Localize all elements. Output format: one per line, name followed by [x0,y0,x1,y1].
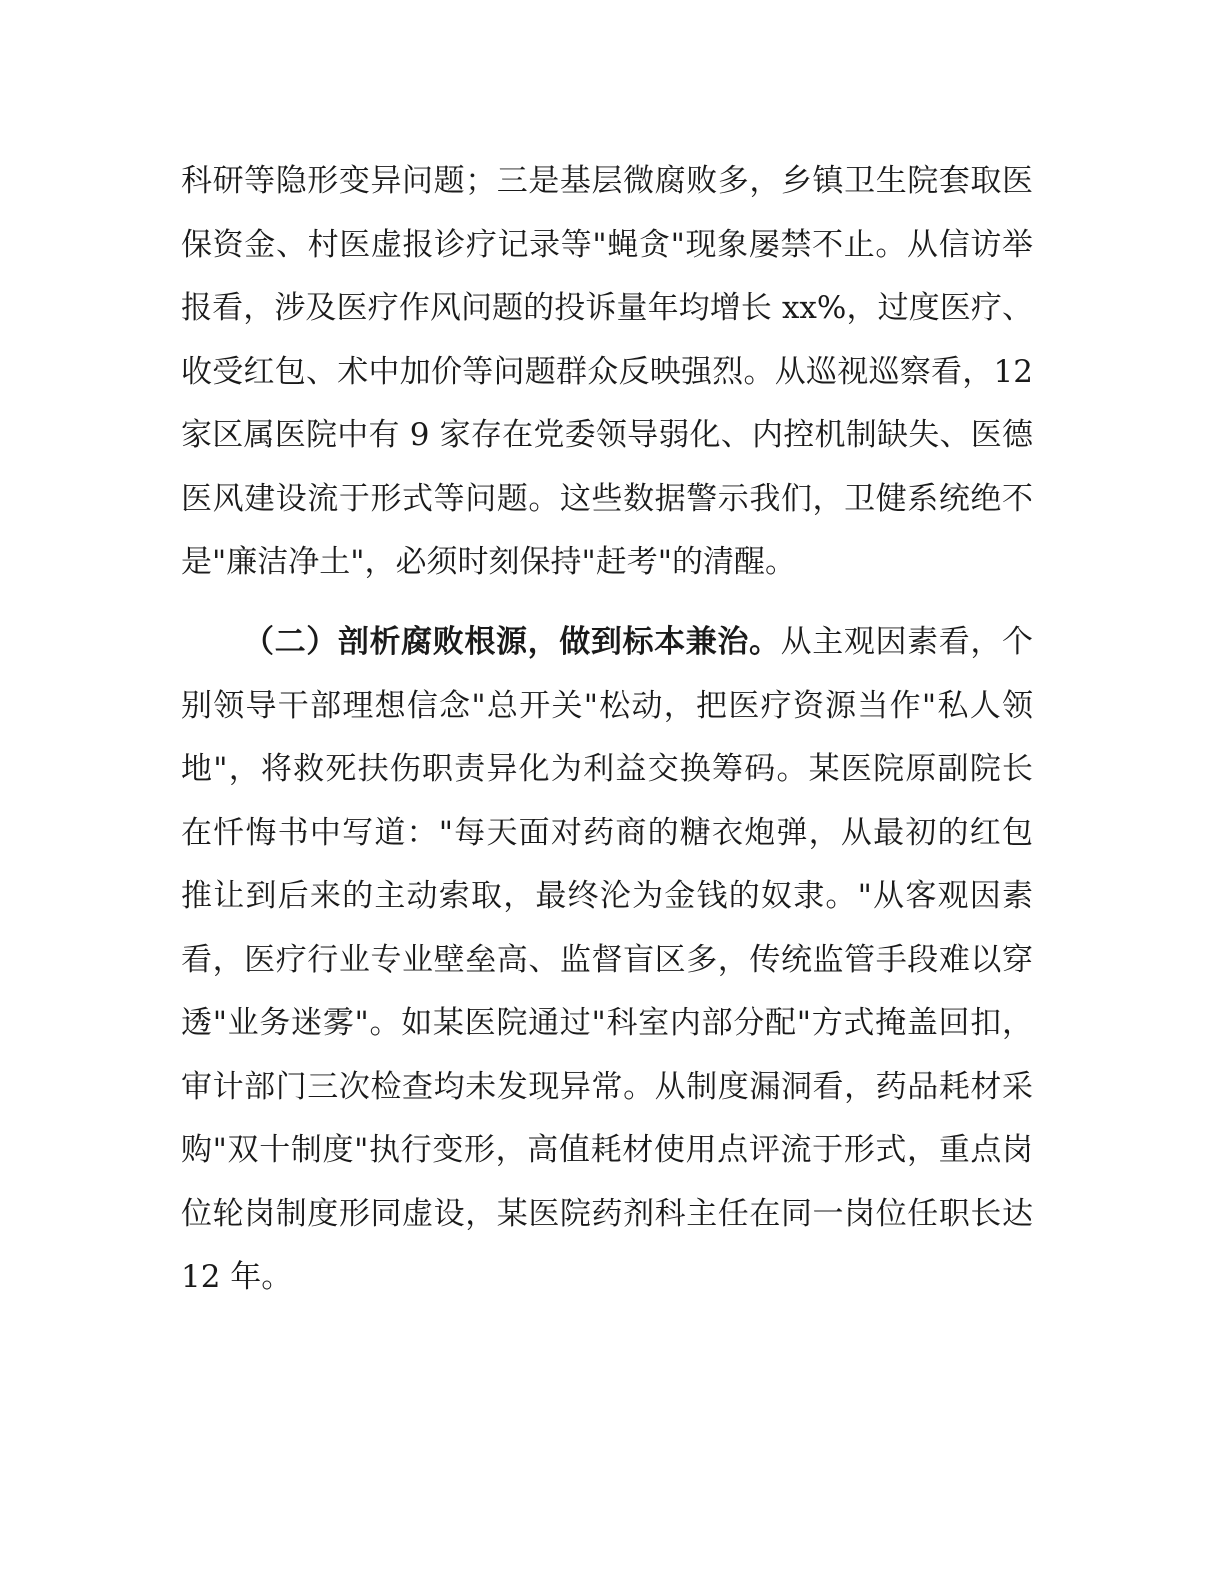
paragraph-line: 是"廉洁净土"，必须时刻保持"赶考"的清醒。 [181,544,797,580]
paragraph-line: 家区属医院中有 9 家存在党委领导弱化、内控机制缺失、医德 [181,417,1033,453]
paragraph-line: 购"双十制度"执行变形，高值耗材使用点评流于形式，重点岗 [181,1132,1033,1168]
paragraph-line: 12 年。 [181,1259,293,1295]
paragraph-line: 看，医疗行业专业壁垒高、监督盲区多，传统监管手段难以穿 [181,941,1033,978]
paragraph-line: 保资金、村医虚报诊疗记录等"蝇贪"现象屡禁不止。从信访举 [181,226,1033,263]
paragraph-2 [181,611,1033,1310]
paragraph-line: 医风建设流于形式等问题。这些数据警示我们，卫健系统绝不 [181,480,1033,517]
paragraph-line: 报看，涉及医疗作风问题的投诉量年均增长 xx%，过度医疗、 [181,290,1033,326]
paragraph-line: 地"，将救死扶伤职责异化为利益交换筹码。某医院原副院长 [181,751,1033,787]
paragraph-line: 收受红包、术中加价等问题群众反映强烈。从巡视巡察看，12 [181,353,1033,390]
paragraph-line: 在忏悔书中写道："每天面对药商的糖衣炮弹，从最初的红包 [181,814,1033,851]
paragraph-line: 审计部门三次检查均未发现异常。从制度漏洞看，药品耗材采 [181,1068,1033,1105]
paragraph-first-line-text: 从主观因素看，个 [780,624,1033,660]
paragraph-line: 推让到后来的主动索取，最终沦为金钱的奴隶。"从客观因素 [181,878,1033,914]
paragraph-first-line [181,611,1033,675]
paragraph-line: 别领导干部理想信念"总开关"松动，把医疗资源当作"私人领 [181,687,1033,724]
section-heading: （二）剖析腐败根源，做到标本兼治。 [243,624,781,660]
paragraph-line: 位轮岗制度形同虚设，某医院药剂科主任在同一岗位任职长达 [181,1195,1033,1232]
paragraph-line: 科研等隐形变异问题；三是基层微腐败多，乡镇卫生院套取医 [181,163,1033,199]
paragraph-line: 透"业务迷雾"。如某医院通过"科室内部分配"方式掩盖回扣， [181,1005,1033,1041]
paragraph-1 [181,150,1033,595]
